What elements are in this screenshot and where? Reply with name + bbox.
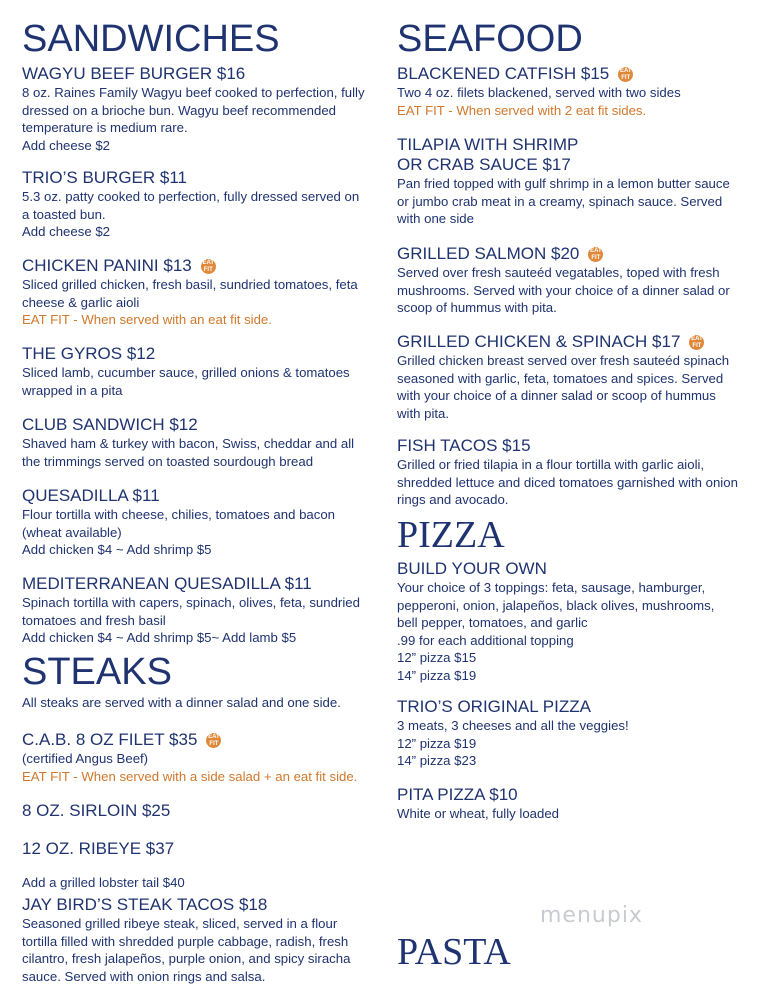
item-desc: Add cheese $2 xyxy=(22,137,110,153)
item-name: PITA PIZZA $10 xyxy=(397,785,518,804)
eat-fit-note: EAT FIT - When served with a side salad + an eat fit side. xyxy=(22,768,358,784)
menu-item-pita-pizza xyxy=(397,785,757,823)
item-desc: dressed on a brioche bun. Wagyu beef recommended xyxy=(22,102,337,118)
item-desc: Your choice of 3 toppings: feta, sausage, hamburger, xyxy=(397,580,706,595)
pasta-heading: PASTA xyxy=(397,931,511,973)
item-desc: 12” pizza $19 xyxy=(397,735,477,751)
menu-item-grilled-salmon xyxy=(397,244,757,317)
menu-item-ribeye: 12 OZ. RIBEYE $37 xyxy=(22,839,175,858)
lobster-addon: Add a grilled lobster tail $40 xyxy=(22,875,185,890)
item-desc: with pita. xyxy=(397,405,450,421)
item-desc: 3 meats, 3 cheeses and all the veggies! xyxy=(397,718,629,733)
menu-item-chicken-spinach xyxy=(397,332,757,422)
item-desc: Add chicken $4 ~ Add shrimp $5~ Add lamb $5 xyxy=(22,630,297,645)
eat-fit-icon: EAT FIT xyxy=(590,247,602,261)
menu-item-tilapia xyxy=(397,135,757,228)
menupix-watermark: menupix xyxy=(540,903,643,928)
menu-item-gyros xyxy=(22,344,377,399)
seafood-heading: SEAFOOD xyxy=(397,18,583,60)
steaks-heading: STEAKS xyxy=(22,651,172,693)
menu-item-blackened-catfish xyxy=(397,64,757,119)
item-desc: Sliced grilled chicken, fresh basil, sundried tomatoes, feta xyxy=(22,277,358,292)
eat-fit-icon: EAT FIT xyxy=(619,67,632,81)
menu-item-trios-original-pizza xyxy=(397,697,757,770)
item-desc: Sliced lamb, cucumber sauce, grilled onions & tomatoes xyxy=(22,365,350,380)
menu-item-chicken-panini xyxy=(22,256,377,329)
item-desc: (certified Angus Beef) xyxy=(22,751,149,766)
item-name: TILAPIA WITH SHRIMP xyxy=(397,135,579,154)
item-desc: tomatoes and fresh basil xyxy=(22,612,166,628)
sandwiches-heading: SANDWICHES xyxy=(22,18,280,60)
item-name: TRIO’S BURGER $11 xyxy=(22,168,188,187)
item-desc: tortilla filled with shredded purple cabbage, radish, fresh xyxy=(22,933,349,949)
item-name: MEDITERRANEAN QUESADILLA $11 xyxy=(22,574,312,593)
item-name: BLACKENED CATFISH $15 xyxy=(397,64,610,83)
item-name: FISH TACOS $15 xyxy=(397,436,531,455)
pizza-heading: PIZZA xyxy=(397,514,505,556)
item-desc: Grilled or fried tilapia in a flour tortilla with garlic aioli, xyxy=(397,457,705,472)
item-name: WAGYU BEEF BURGER $16 xyxy=(22,64,246,83)
item-desc: White or wheat, fully loaded xyxy=(397,806,559,821)
item-desc: a toasted bun. xyxy=(22,206,106,222)
item-name: C.A.B. 8 OZ FILET $35 xyxy=(22,730,198,749)
menu-item-filet xyxy=(22,730,377,785)
menu-item-quesadilla xyxy=(22,486,377,559)
item-desc: Flour tortilla with cheese, chilies, tomatoes and bacon xyxy=(22,507,335,522)
item-desc: pepperoni, onion, jalapeños, black olives, mushrooms, xyxy=(397,597,715,613)
eat-fit-note: EAT FIT - When served with an eat fit side. xyxy=(22,312,272,327)
item-desc: Add cheese $2 xyxy=(22,224,110,239)
item-desc: 5.3 oz. patty cooked to perfection, fully dressed served on xyxy=(22,189,360,204)
eat-fit-icon: EAT FIT xyxy=(202,259,215,273)
menu-item-mediterranean-quesadilla xyxy=(22,574,377,647)
item-desc: 12” pizza $15 xyxy=(397,650,477,665)
item-desc: Seasoned grilled ribeye steak, sliced, served in a flour xyxy=(22,916,338,931)
item-desc: Served over fresh sauteéd vegatables, toped with fresh xyxy=(397,265,720,280)
item-name: BUILD YOUR OWN xyxy=(397,559,547,578)
item-desc: Spinach tortilla with capers, spinach, olives, feta, sundried xyxy=(22,595,360,610)
item-desc: cheese & garlic aioli xyxy=(22,294,140,310)
eat-fit-icon: EAT FIT xyxy=(691,335,703,349)
item-name: THE GYROS $12 xyxy=(22,344,156,363)
item-desc: 14” pizza $19 xyxy=(397,667,477,683)
item-name: JAY BIRD’S STEAK TACOS $18 xyxy=(22,895,268,914)
item-desc: 14” pizza $23 xyxy=(397,753,477,768)
item-name: QUESADILLA $11 xyxy=(22,486,160,505)
item-desc: .99 for each additional topping xyxy=(397,632,574,648)
item-desc: with one side xyxy=(397,211,474,226)
menu-item-steak-tacos xyxy=(22,895,377,985)
item-desc: sauce. Served with onion rings and salsa. xyxy=(22,968,266,984)
item-desc: with your choice of a dinner salad or scoop of hummus xyxy=(397,388,716,403)
item-desc: (wheat available) xyxy=(22,524,122,540)
item-desc: or jumbo crab meat in a creamy, spinach sauce. Served xyxy=(397,193,723,209)
menu-item-trios-burger xyxy=(22,168,377,241)
menu-item-club-sandwich xyxy=(22,415,377,470)
eat-fit-note: EAT FIT - When served with 2 eat fit sides. xyxy=(397,102,647,118)
item-desc: 8 oz. Raines Family Wagyu beef cooked to perfection, fully xyxy=(22,85,365,100)
eat-fit-icon: EAT FIT xyxy=(208,733,220,747)
item-desc: wrapped in a pita xyxy=(22,382,123,398)
item-desc: Shaved ham & turkey with bacon, Swiss, cheddar and all xyxy=(22,436,355,451)
item-desc: temperature is medium rare. xyxy=(22,120,188,135)
steaks-intro: All steaks are served with a dinner salad and one side. xyxy=(22,695,341,710)
item-desc: shredded lettuce and diced tomatoes garnished with onion xyxy=(397,474,738,490)
item-name: CLUB SANDWICH $12 xyxy=(22,415,198,434)
item-name-line2: OR CRAB SAUCE $17 xyxy=(397,155,571,174)
item-name: TRIO’S ORIGINAL PIZZA xyxy=(397,697,591,716)
menu-item-sirloin: 8 OZ. SIRLOIN $25 xyxy=(22,801,171,820)
item-desc: seasoned with garlic, feta, tomatoes and spices. Served xyxy=(397,370,724,386)
item-name: GRILLED SALMON $20 xyxy=(397,244,580,263)
item-desc: Add chicken $4 ~ Add shrimp $5 xyxy=(22,542,212,557)
item-desc: Grilled chicken breast served over fresh sauteéd spinach xyxy=(397,353,730,368)
item-name: CHICKEN PANINI $13 xyxy=(22,256,192,275)
menu-item-build-your-own xyxy=(397,559,757,684)
item-desc: rings and avocado. xyxy=(397,492,509,507)
menu-item-wagyu xyxy=(22,64,377,154)
item-desc: cilantro, fresh jalapeños, purple onion, and spicy siracha xyxy=(22,951,351,966)
item-desc: Two 4 oz. filets blackened, served with two sides xyxy=(397,85,681,100)
menu-item-fish-tacos xyxy=(397,436,757,509)
item-desc: the trimmings served on toasted sourdough bread xyxy=(22,453,314,469)
item-name: GRILLED CHICKEN & SPINACH $17 xyxy=(397,332,681,351)
item-desc: Pan fried topped with gulf shrimp in a lemon butter sauce xyxy=(397,176,730,191)
item-desc: bell pepper, tomatoes, and garlic xyxy=(397,615,588,630)
item-desc: scoop of hummus with pita. xyxy=(397,300,557,315)
item-desc: mushrooms. Served with your choice of a dinner salad or xyxy=(397,282,730,298)
